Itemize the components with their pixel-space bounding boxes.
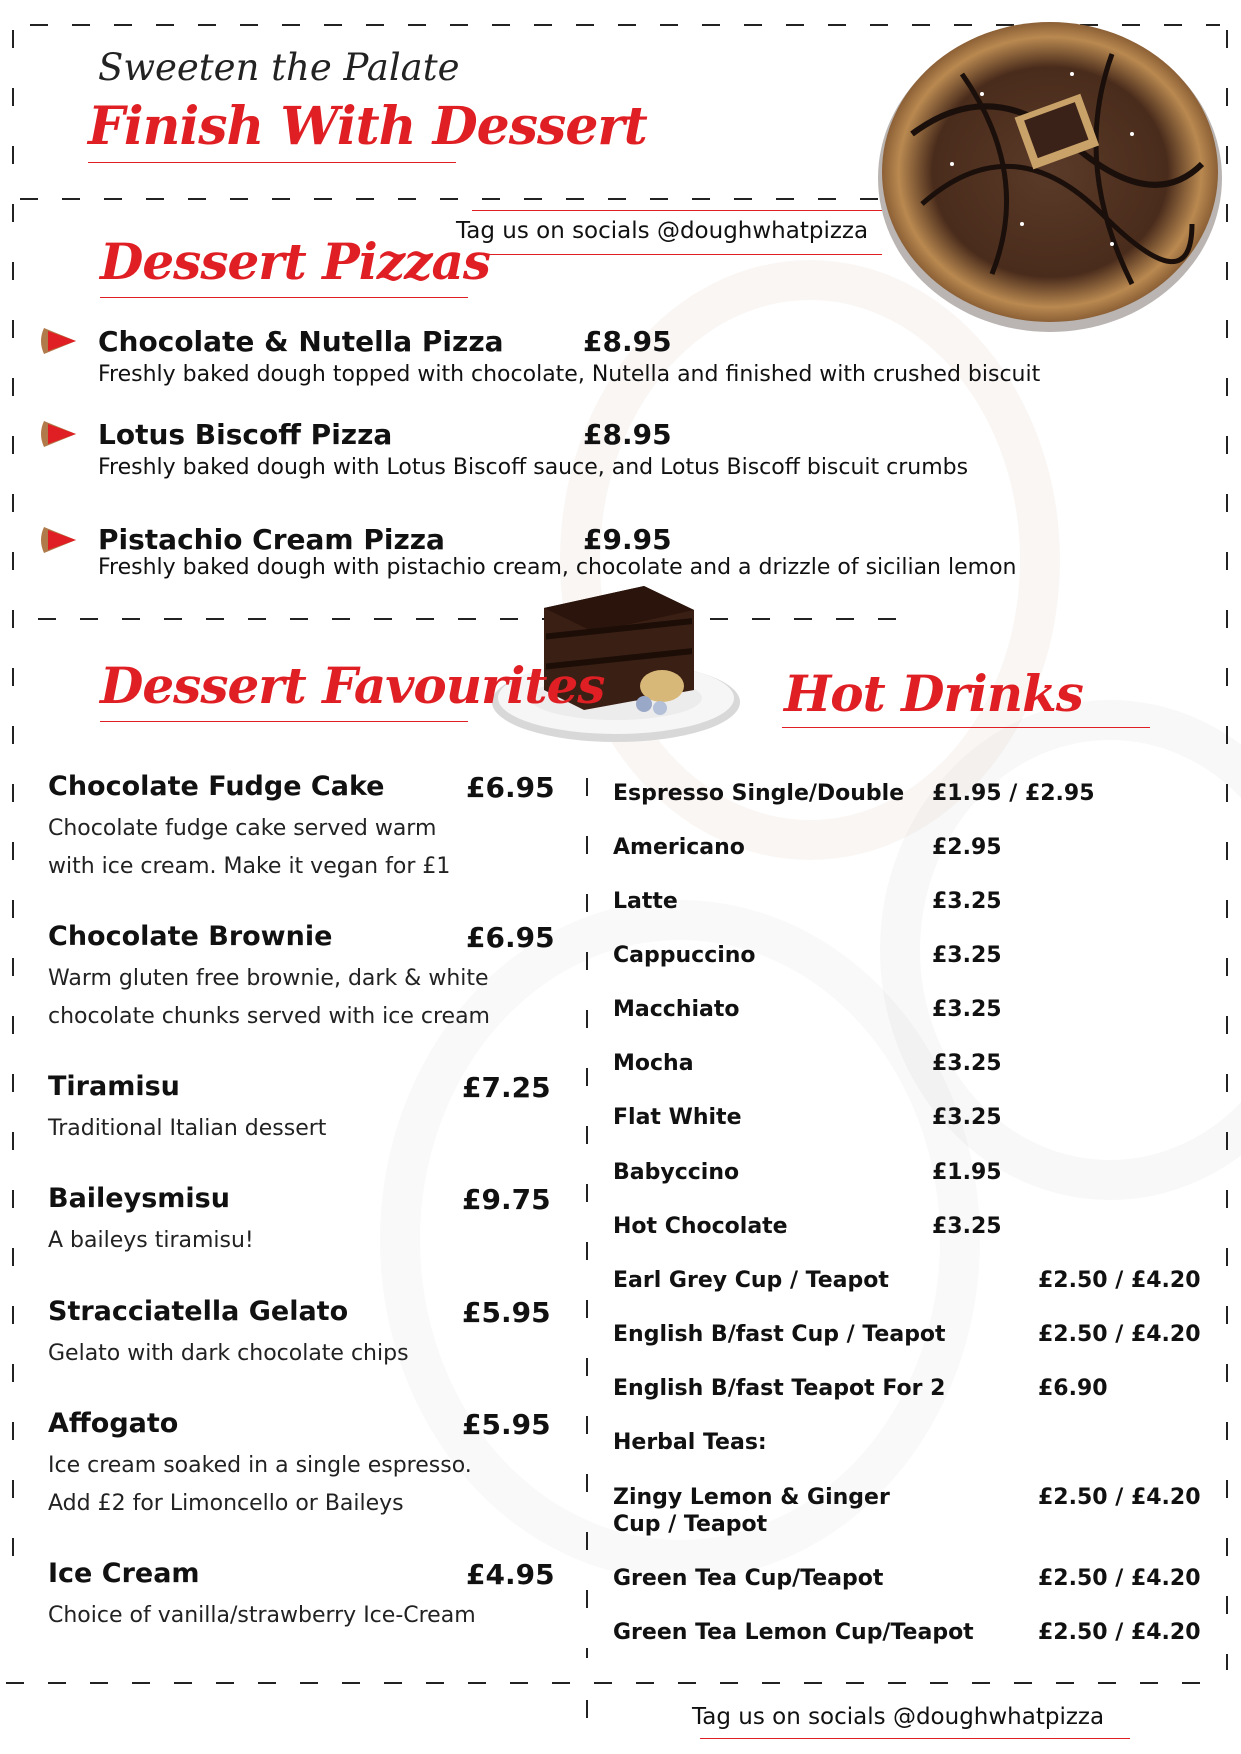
favourite-item-description: chocolate chunks served with ice cream — [48, 1004, 490, 1029]
drink-name: Cappuccino — [613, 943, 756, 968]
drink-name: Earl Grey Cup / Teapot — [613, 1268, 889, 1293]
drink-name: Hot Chocolate — [613, 1214, 788, 1239]
pizza-slice-icon — [38, 419, 78, 449]
favourite-item-description: Chocolate fudge cake served warm — [48, 816, 437, 841]
favourite-item-price: £6.95 — [466, 921, 555, 954]
drink-price: £1.95 / £2.95 — [932, 781, 1095, 806]
favourite-item-name: Chocolate Fudge Cake — [48, 771, 385, 802]
pizza-item-description: Freshly baked dough with Lotus Biscoff sauce, and Lotus Biscoff biscuit crumbs — [98, 455, 969, 480]
drink-price: £2.95 — [932, 835, 1002, 860]
social-tag-bottom: Tag us on socials @doughwhatpizza — [692, 1704, 1105, 1730]
drink-name: Babyccino — [613, 1160, 740, 1185]
drink-name: Macchiato — [613, 997, 740, 1022]
pizza-item-description: Freshly baked dough with pistachio cream, chocolate and a drizzle of sicilian lemon — [98, 555, 1017, 580]
drink-price: £3.25 — [932, 943, 1002, 968]
drink-price: £3.25 — [932, 997, 1002, 1022]
dashed-border-left — [12, 30, 14, 1570]
favourite-item-price: £7.25 — [462, 1071, 551, 1104]
drink-price: £3.25 — [932, 1105, 1002, 1130]
drink-price: £6.90 — [1038, 1376, 1108, 1401]
tagline: Sweeten the Palate — [98, 46, 460, 89]
drink-name: English B/fast Teapot For 2 — [613, 1376, 946, 1401]
favourite-item-description: Add £2 for Limoncello or Baileys — [48, 1491, 404, 1516]
dessert-favourites-heading: Dessert Favourites — [100, 656, 605, 715]
drink-name: Americano — [613, 835, 745, 860]
pizza-slice-icon — [38, 525, 78, 555]
dashed-column-divider — [586, 778, 588, 1658]
social-line-top-below — [472, 254, 882, 255]
favourite-item-price: £5.95 — [462, 1408, 551, 1441]
favourite-item-name: Ice Cream — [48, 1558, 200, 1589]
social-line-bottom — [700, 1738, 1130, 1739]
hot-drinks-underline — [782, 727, 1150, 728]
drink-price: £3.25 — [932, 889, 1002, 914]
drink-name: Mocha — [613, 1051, 694, 1076]
favourite-item-description: Traditional Italian dessert — [48, 1116, 327, 1141]
drink-price: £2.50 / £4.20 — [1038, 1566, 1201, 1591]
favourite-item-name: Baileysmisu — [48, 1183, 230, 1214]
title-underline — [88, 162, 456, 163]
dashed-divider-middle — [38, 618, 908, 620]
dessert-pizzas-heading: Dessert Pizzas — [100, 232, 491, 291]
hot-drinks-heading: Hot Drinks — [784, 664, 1083, 723]
dessert-pizzas-underline — [100, 297, 468, 298]
drink-name-line2: Cup / Teapot — [613, 1512, 768, 1537]
page-title: Finish With Dessert — [88, 96, 647, 157]
drink-price: £2.50 / £4.20 — [1038, 1268, 1201, 1293]
pizza-item-description: Freshly baked dough topped with chocolate, Nutella and finished with crushed biscuit — [98, 362, 1041, 387]
drink-name: Flat White — [613, 1105, 742, 1130]
dashed-border-bottom — [6, 1682, 1221, 1684]
drink-price: £1.95 — [932, 1160, 1002, 1185]
pizza-item-name: Pistachio Cream Pizza — [98, 523, 445, 556]
social-line-top-above — [472, 210, 882, 211]
favourite-item-name: Affogato — [48, 1408, 179, 1439]
favourite-item-price: £5.95 — [462, 1296, 551, 1329]
dashed-divider-header — [20, 198, 890, 200]
drink-name: Latte — [613, 889, 678, 914]
social-tag-top: Tag us on socials @doughwhatpizza — [456, 218, 869, 244]
dessert-favourites-underline — [100, 721, 468, 722]
drink-price: £3.25 — [932, 1214, 1002, 1239]
herbal-teas-label: Herbal Teas: — [613, 1430, 767, 1455]
drink-name: Espresso Single/Double — [613, 781, 905, 806]
pizza-item-name: Lotus Biscoff Pizza — [98, 418, 393, 451]
favourite-item-description: Warm gluten free brownie, dark & white — [48, 966, 489, 991]
drink-name: Zingy Lemon & Ginger — [613, 1485, 890, 1510]
favourite-item-name: Chocolate Brownie — [48, 921, 333, 952]
pizza-item-price: £9.95 — [583, 523, 672, 556]
favourite-item-price: £6.95 — [466, 771, 555, 804]
pizza-slice-icon — [38, 326, 78, 356]
pizza-item-price: £8.95 — [583, 418, 672, 451]
favourite-item-description: Choice of vanilla/strawberry Ice-Cream — [48, 1603, 476, 1628]
drink-price: £2.50 / £4.20 — [1038, 1322, 1201, 1347]
favourite-item-price: £9.75 — [462, 1183, 551, 1216]
favourite-item-name: Stracciatella Gelato — [48, 1296, 349, 1327]
drink-name: Green Tea Lemon Cup/Teapot — [613, 1620, 974, 1645]
pizza-item-name: Chocolate & Nutella Pizza — [98, 325, 504, 358]
drink-price: £2.50 / £4.20 — [1038, 1620, 1201, 1645]
dessert-pizza-image — [872, 14, 1228, 336]
dashed-footer-divider — [586, 1700, 588, 1740]
pizza-item-price: £8.95 — [583, 325, 672, 358]
favourite-item-name: Tiramisu — [48, 1071, 180, 1102]
favourite-item-description: A baileys tiramisu! — [48, 1228, 254, 1253]
drink-price: £2.50 / £4.20 — [1038, 1485, 1201, 1510]
favourite-item-price: £4.95 — [466, 1558, 555, 1591]
drink-name: Green Tea Cup/Teapot — [613, 1566, 884, 1591]
favourite-item-description: with ice cream. Make it vegan for £1 — [48, 854, 451, 879]
favourite-item-description: Ice cream soaked in a single espresso. — [48, 1453, 472, 1478]
favourite-item-description: Gelato with dark chocolate chips — [48, 1341, 409, 1366]
drink-name: English B/fast Cup / Teapot — [613, 1322, 946, 1347]
drink-price: £3.25 — [932, 1051, 1002, 1076]
